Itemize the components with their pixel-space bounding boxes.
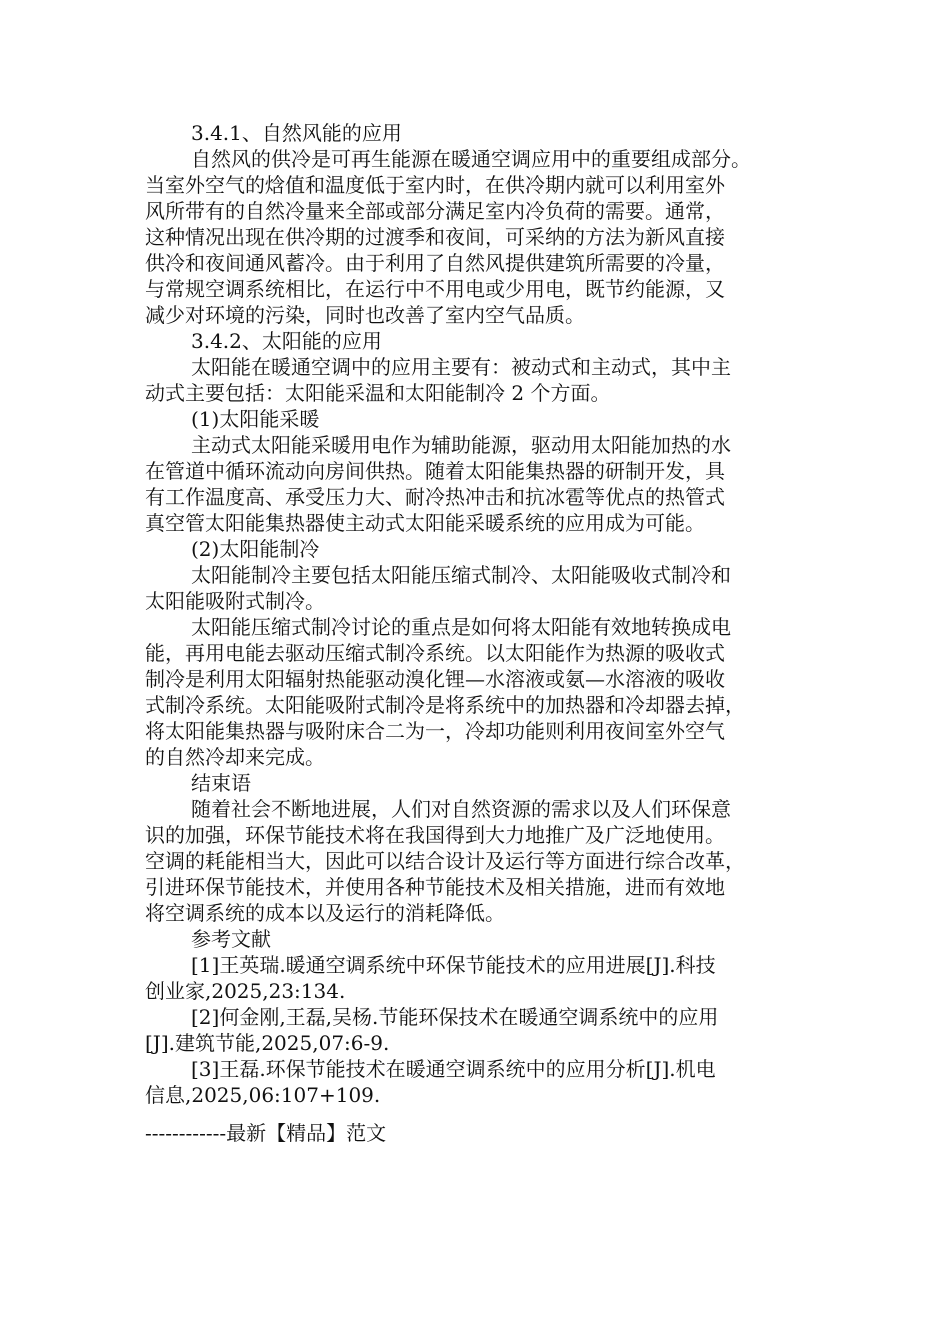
conclusion-heading: 结束语 — [191, 771, 251, 795]
reference-item: [1]王英瑞.暖通空调系统中环保节能技术的应用进展[J].科技 — [191, 953, 716, 977]
paragraph-line: 在管道中循环流动向房间供热。随着太阳能集热器的研制开发，具 — [145, 459, 725, 483]
paragraph-line: 将空调系统的成本以及运行的消耗降低。 — [145, 901, 505, 925]
paragraph-line: 太阳能压缩式制冷讨论的重点是如何将太阳能有效地转换成电 — [191, 615, 731, 639]
paragraph-line: 太阳能在暖通空调中的应用主要有：被动式和主动式，其中主 — [191, 355, 731, 379]
paragraph-line: 当室外空气的焓值和温度低于室内时，在供冷期内就可以利用室外 — [145, 173, 725, 197]
page-footer: ------------最新【精品】范文 — [145, 1121, 387, 1145]
paragraph-line: 主动式太阳能采暖用电作为辅助能源，驱动用太阳能加热的水 — [191, 433, 731, 457]
reference-item-continued: 创业家,2025,23:134. — [145, 979, 346, 1003]
paragraph-line: 将太阳能集热器与吸附床合二为一，冷却功能则利用夜间室外空气 — [145, 719, 725, 743]
reference-item-continued: [J].建筑节能,2025,07:6-9. — [145, 1031, 390, 1055]
paragraph-line: 能，再用电能去驱动压缩式制冷系统。以太阳能作为热源的吸收式 — [145, 641, 725, 665]
reference-item-continued: 信息,2025,06:107+109. — [145, 1083, 381, 1107]
paragraph-line: 识的加强，环保节能技术将在我国得到大力地推广及广泛地使用。 — [145, 823, 725, 847]
paragraph-line: 减少对环境的污染，同时也改善了室内空气品质。 — [145, 303, 585, 327]
paragraph-line: 制冷是利用太阳辐射热能驱动溴化锂—水溶液或氨—水溶液的吸收 — [145, 667, 725, 691]
reference-item: [3]王磊.环保节能技术在暖通空调系统中的应用分析[J].机电 — [191, 1057, 716, 1081]
paragraph-line: 这种情况出现在供冷期的过渡季和夜间，可采纳的方法为新风直接 — [145, 225, 725, 249]
paragraph-line: 风所带有的自然冷量来全部或部分满足室内冷负荷的需要。通常， — [145, 199, 725, 223]
paragraph-line: 空调的耗能相当大，因此可以结合设计及运行等方面进行综合改革， — [145, 849, 745, 873]
section-heading-3-4-1: 3.4.1、自然风能的应用 — [191, 121, 402, 145]
paragraph-line: 太阳能吸附式制冷。 — [145, 589, 325, 613]
paragraph-line: 随着社会不断地进展，人们对自然资源的需求以及人们环保意 — [191, 797, 731, 821]
paragraph-line: 自然风的供冷是可再生能源在暖通空调应用中的重要组成部分。 — [191, 147, 751, 171]
paragraph-line: 真空管太阳能集热器使主动式太阳能采暖系统的应用成为可能。 — [145, 511, 705, 535]
subsection-heading-solar-cooling: (2)太阳能制冷 — [191, 537, 320, 561]
paragraph-line: 动式主要包括：太阳能采温和太阳能制冷 2 个方面。 — [145, 381, 611, 405]
paragraph-line: 的自然冷却来完成。 — [145, 745, 325, 769]
paragraph-line: 太阳能制冷主要包括太阳能压缩式制冷、太阳能吸收式制冷和 — [191, 563, 731, 587]
document-body — [145, 120, 810, 1108]
reference-item: [2]何金刚,王磊,吴杨.节能环保技术在暖通空调系统中的应用 — [191, 1005, 719, 1029]
paragraph-line: 供冷和夜间通风蓄冷。由于利用了自然风提供建筑所需要的冷量， — [145, 251, 725, 275]
paragraph-line: 与常规空调系统相比，在运行中不用电或少用电，既节约能源，又 — [145, 277, 725, 301]
paragraph-line: 引进环保节能技术，并使用各种节能技术及相关措施，进而有效地 — [145, 875, 725, 899]
paragraph-line: 式制冷系统。太阳能吸附式制冷是将系统中的加热器和冷却器去掉， — [145, 693, 745, 717]
section-heading-3-4-2: 3.4.2、太阳能的应用 — [191, 329, 382, 353]
paragraph-line: 有工作温度高、承受压力大、耐冷热冲击和抗冰雹等优点的热管式 — [145, 485, 725, 509]
references-heading: 参考文献 — [191, 927, 271, 951]
subsection-heading-solar-heating: (1)太阳能采暖 — [191, 407, 320, 431]
